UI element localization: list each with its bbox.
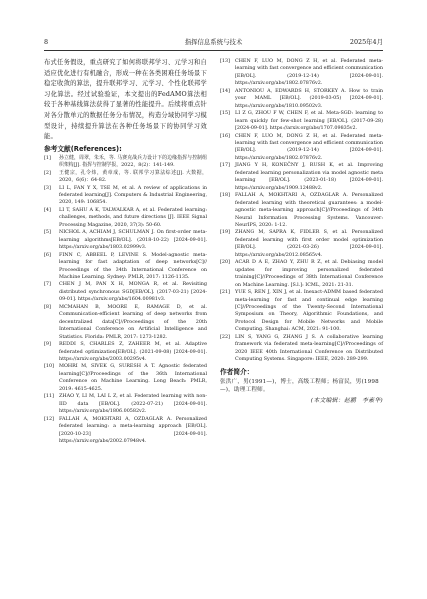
reference-text: 孙立健，周翠，朱禾，等. 马赛克战兵力设计下的边缘指挥与控制组织架构[J]. 指挥与控制学报，2022，8(2)：141-149. [59,154,207,169]
reference-number: [19] [220,229,230,236]
reference-item [44,281,207,303]
reference-number: [18] [220,192,230,199]
reference-item [44,304,207,341]
reference-item [44,207,207,229]
journal-title: 指挥信息系统与技术 [184,38,243,46]
reference-text: ZHANG M, SAPRA K, FIDLER S, et al. Personalized federated learning with first order model optimization [EB/OL]. (2021-03-26) [2024-09-01]. https://arxiv.org/abs/2012.08565v4. [235,229,383,258]
reference-item [220,133,383,163]
reference-item [44,155,207,170]
reference-number: [4] [44,206,51,213]
reference-text: MCMAHAN B, MOORE E, RAMAGE D, et al. Communication-efficient learning of deep networks from decentralized data[C]//Proceedings of the 20th International Conference on Artificial Intelligence and Statistics. Florida: PMLR, 2017: 1273-1282. [59,303,207,340]
reference-text: LIN S, YANG G, ZHANG J S. A collaborative learning framework via federated meta-learning[C]//Proceedings of 2020 IEEE 40th International Conference on Distributed Computing Systems. Singapore: IEEE, 2020: 289-299. [235,333,383,363]
reference-text: 王健宗，孔令炜，黄章成，等. 联邦学习算法综述[J]. 大数据，2020，6(6)：64-82. [59,169,207,184]
reference-number: [6] [44,251,51,258]
reference-number: [1] [44,154,51,161]
reference-number: [21] [220,289,230,296]
reference-number: [5] [44,229,51,236]
author-bio: 张洪广，男(1991—)，博士，高级工程师；杨富民，男(1998—)，助理工程师。 [220,378,379,393]
reference-number: [12] [44,415,54,422]
left-column [44,58,207,445]
reference-number: [17] [220,162,230,169]
reference-text: CHEN J M, PAN X H, MONGA R, et al. Revisiting distributed synchronous SGD[EB/OL]. (2017-03-21) [2024-09-01]. https://arxiv.org/abs/1604.00981v3. [59,281,207,303]
reference-text: CHEN F, LUO M, DONG Z H, et al. Federated meta-learning with fast convergence and efficient communication [EB/OL]. (2019-12-14) [2024-09-01]. https://arxiv.org/abs/1802.07876v2. [235,132,383,161]
reference-number: [3] [44,184,51,191]
reference-item [44,252,207,282]
reference-item [220,162,383,192]
reference-item [220,259,383,289]
reference-text: ZHAO Y, LI M, LAI L Z, et al. Federated learning with non-IID data [EB/OL]. (2022-07-21) [2024-09-01]. https://arxiv.org/abs/1806.00582v2. [59,393,207,415]
reference-item [44,229,207,251]
reference-text: LI L, FAN Y X, TSE M, et al. A review of applications in federated learning[J]. Computers & Industrial Engineering, 2020, 149: 106854. [59,184,207,206]
reference-text: JIANG Y H, KONEČNY J, RUSH K, et al. Improving federated learning personalization via model agnostic meta learning [EB/OL]. (2023-01-18) [2024-09-01]. https://arxiv.org/abs/1909.12488v2. [235,162,383,191]
reference-number: [15] [220,110,230,117]
reference-number: [16] [220,132,230,139]
issue-date: 2025年4月 [349,38,383,46]
reference-item [220,192,383,229]
reference-number: [20] [220,259,230,266]
reference-text: FINN C, ABBEEL P, LEVINE S. Model-agnostic meta-learning for fast adaptation of deep networks[C]// Proceedings of the 34th International Conference on Machine Learning. Sydney: PMLR, 2017: 1126-1135. [59,251,207,280]
reference-number: [2] [44,169,51,176]
reference-item [44,416,207,446]
reference-number: [11] [44,393,54,400]
reference-list-left [44,155,207,446]
reference-text: FALLAH A, MOKHTARI A, OZDAGLAR A. Personalized federated learning: a meta-learning approach [EB/OL]. [2020-10-23] [2024-09-01]. https://arxiv.org/abs/2002.07948v4. [59,415,207,444]
reference-text: ANTONIOU A, EDWARDS H, STORKEY A. How to train your MAML [EB/OL]. (2019-03-05) [2024-09-01]. https://arxiv.org/abs/1810.09502v3. [235,87,383,109]
reference-text: MOHRI M, SIVEK G, SURESH A T. Agnostic federated learning[C]//Proceedings of the 36th International Conference on Machine Learning. Long Beach: PMLR, 2019: 4615-4625. [59,363,207,392]
reference-item [220,58,383,88]
reference-number: [22] [220,333,230,340]
reference-number: [9] [44,341,51,348]
reference-text: FALLAH A, MOKHTARI A, OZDAGLAR A. Personalized federated learning with theoretical guarantees: a model-agnostic meta-learning approach[C]//Proceedings of 34th Neural Information Processing Systems. Vancouver: NeurIPS, 2020: 1-12. [235,192,383,228]
author-heading: 作者简介： [220,367,254,376]
reference-item [44,341,207,363]
reference-number: [8] [44,303,51,310]
reference-number: [7] [44,281,51,288]
right-column [220,58,383,406]
reference-item [44,185,207,207]
running-header [44,36,383,48]
header-rule [44,50,383,51]
reference-text: YUE S, REN J, XIN J, et al. Inexact-ADMM based federated meta-learning for fast and continual edge learning [C]//Proceedings of the Twenty-Second International Symposium on Theory, Algorithmic Foundations, and Protocol Design for Mobile Networks and Mobile Computing. Shanghai: ACM, 2021: 91-100. [235,289,383,333]
reference-text: NICHOL A, ACHIAM J, SCHULMAN J. On first-order meta-learning algorithms[EB/OL]. (2018-10-22) [2024-09-01]. https://arxiv.org/abs/1803.02999v3. [59,229,207,251]
reference-number: [13] [220,58,230,64]
reference-item [220,229,383,259]
reference-list-right [220,58,383,364]
reference-item [220,110,383,132]
page-number: 8 [44,38,49,46]
reference-item [220,88,383,110]
reference-item [44,363,207,393]
references-heading: 参考文献(References): [44,144,122,153]
reference-item [220,289,383,334]
reference-text: LI Z G, ZHOU F W, CHEN F, et al. Meta-SGD: learning to learn quickly for few-shot learning [EB/OL]. (2017-09-28) [2024-09-01]. https://arxiv.org/abs/1707.09835v2. [235,110,383,132]
reference-text: REDDI S, CHARLES Z, ZAHEER M, et al. Adaptive federated optimization[EB/OL]. (2021-09-08) [2024-09-01]. https://arxiv.org/abs/2003.00295v4. [59,341,207,362]
reference-item [44,393,207,415]
reference-number: [10] [44,363,54,370]
reference-text: LI T, SAHU A K, TALWALKAR A, et al. Federated learning: challenges, methods, and future directions [J]. IEEE Signal Processing Magazine, 2020, 37(3): 50-60. [59,206,207,228]
reference-item [220,334,383,364]
reference-item [44,170,207,185]
reference-text: CHEN F, LUO M, DONG Z H, et al. Federated meta-learning with fast convergence and efficient communication [EB/OL]. (2019-12-14) [2024-09-01]. https://arxiv.org/abs/1802.07876v2. [235,58,383,87]
editor-note: (本文编辑：赵鹏 李素华) [310,397,383,404]
reference-number: [14] [220,87,230,94]
body-paragraph: 布式任务假设，重点研究了如何将联邦学习、元学习和自适应优化进行有机融合，形成一种在各类困难任务场景下稳定收敛的算法，提升联邦学习、元学习、个性化联邦学习化算法。经过试验验证，本文提出的FedAMO算法相较于各种基线算法获得了显著的性能提升。后续将重点针对各分散单元的数据任务分布情况，构造分域协同学习模型设计，持续提升算法在各种任务场景下的协同学习效能。 [44,59,207,141]
reference-text: ACAR D A E, ZHAO Y, ZHU R Z, et al. Debiasing model updates for improving personalized federated training[C]//Proceedings of 38th International Conference on Machine Learning. [S.l.]: ICML, 2021: 21-31. [235,259,383,288]
